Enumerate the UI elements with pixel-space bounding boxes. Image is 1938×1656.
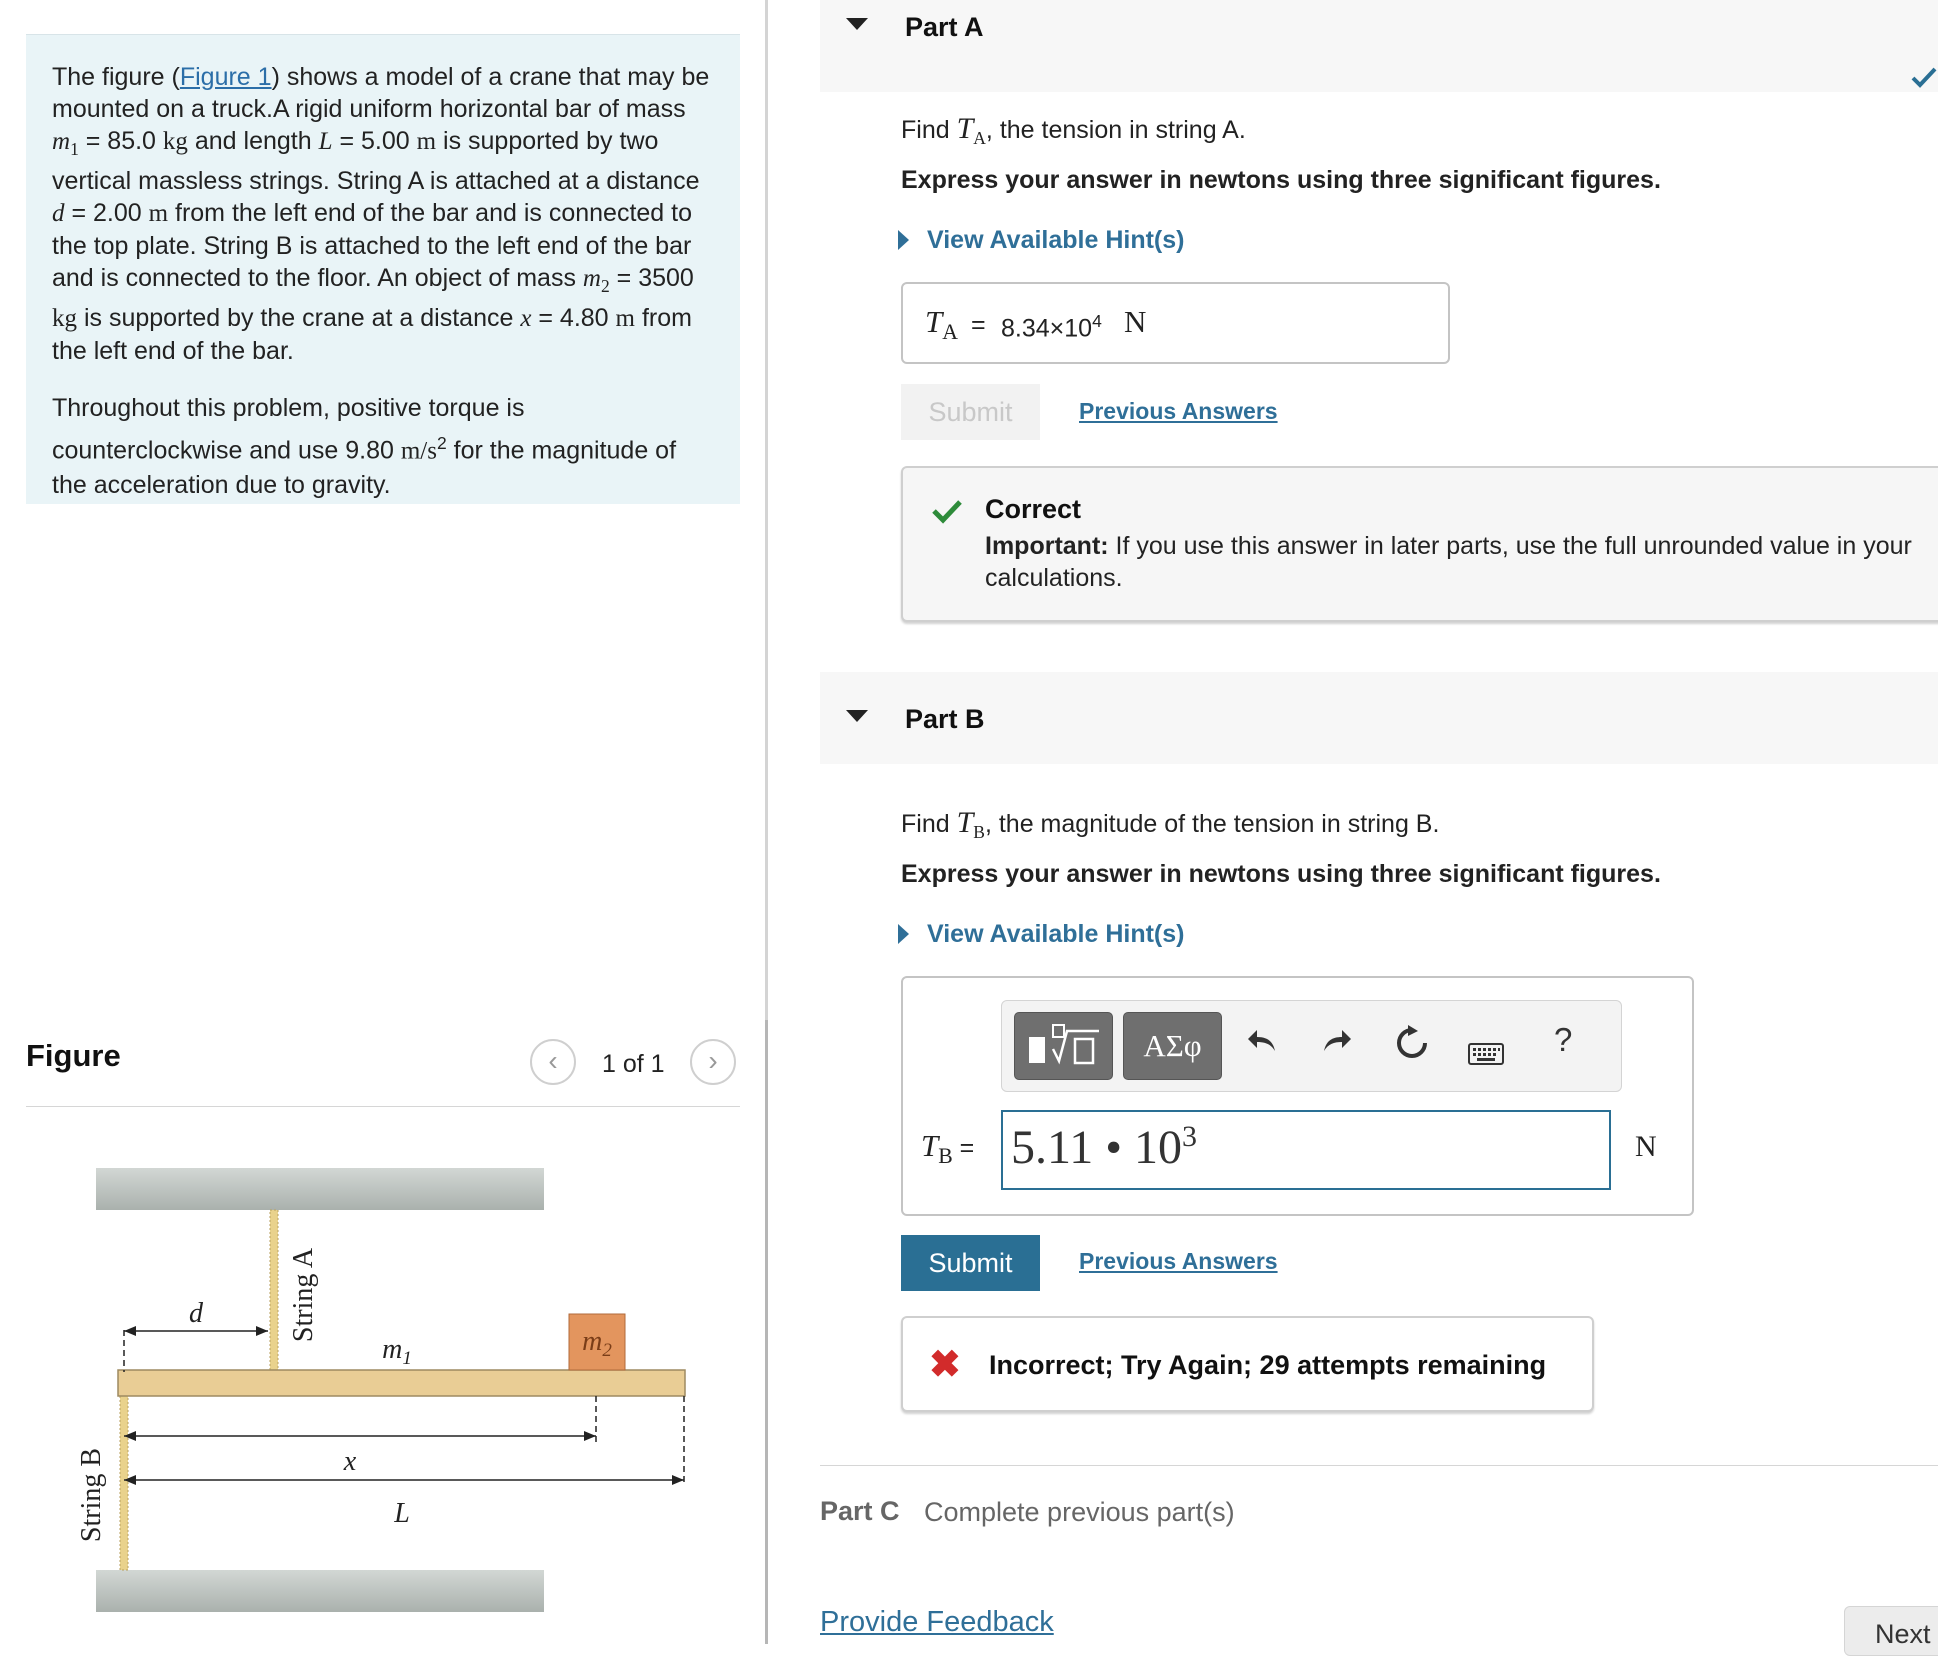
- reset-icon[interactable]: [1394, 1025, 1430, 1069]
- part-b-title: Part B: [905, 704, 985, 734]
- chevron-left-icon[interactable]: ‹: [530, 1039, 576, 1085]
- divider: [820, 1465, 1938, 1466]
- m2-label: $m_2$: [582, 1326, 612, 1361]
- m1-label: $m_1$: [382, 1334, 412, 1369]
- part-b-header[interactable]: [820, 672, 1938, 764]
- part-b-answer-box: [901, 976, 1694, 1216]
- next-button[interactable]: Next: [1844, 1606, 1938, 1656]
- part-b-submit-button[interactable]: Submit: [901, 1235, 1040, 1291]
- checkmark-icon: [1910, 66, 1938, 90]
- L-label: L: [394, 1498, 410, 1529]
- part-b-feedback: [901, 1316, 1594, 1412]
- part-a-hint-toggle[interactable]: View Available Hint(s): [898, 226, 1184, 255]
- string-b-label: String B: [76, 1447, 107, 1543]
- figure-link[interactable]: Figure 1: [179, 63, 272, 91]
- caret-down-icon[interactable]: [846, 710, 868, 722]
- figure-header: [26, 1030, 740, 1107]
- bar: [118, 1370, 685, 1396]
- undo-icon[interactable]: [1247, 1025, 1279, 1065]
- greek-symbols-button[interactable]: ΑΣφ: [1123, 1012, 1222, 1080]
- d-label: d: [189, 1298, 203, 1329]
- part-b-question: Find $T_B$, the magnitude of the tension in string B.: [901, 806, 1440, 842]
- top-plate: [96, 1168, 544, 1210]
- keyboard-icon[interactable]: [1468, 1035, 1504, 1073]
- problem-statement: [26, 34, 740, 504]
- part-b-answer-value: 5.11 • $10^3$: [1011, 1120, 1198, 1174]
- figure-title: Figure: [26, 1038, 121, 1073]
- problem-paragraph-1: The figure (Figure 1) shows a model of a crane that may be mounted on a truck.A rigid uniform horizontal bar of mass $m_1 = 85.0$ kg and length L = 5.00 m is supported by two vertical massless strings. String A is attached at a distance d = 2.00 m from the left end of the bar and is connected to the top plate. String B is attached to the left end of the bar and is connected to the floor. An object of mass $m_2 = 3500$ kg is supported by the crane at a distance x = 4.80 m from the left end of the bar.: [52, 63, 710, 365]
- part-a-feedback: Correct Important: If you use this answer in later parts, use the full unrounded value in your calculations.: [901, 466, 1938, 622]
- close-x-icon: ✖: [929, 1344, 961, 1386]
- part-a-answer-unit: N: [1124, 304, 1147, 339]
- part-c-status: Complete previous part(s): [924, 1497, 1235, 1527]
- part-a-answer-label: $T_A$: [925, 304, 958, 345]
- x-label: x: [343, 1446, 357, 1477]
- part-a-answer-box: $T_A$ = $8.34\times 10^4$ N: [901, 282, 1450, 364]
- figure-counter: 1 of 1: [602, 1050, 665, 1078]
- caret-right-icon: [898, 924, 909, 944]
- part-a-header[interactable]: [820, 0, 1938, 92]
- caret-right-icon: [898, 230, 909, 250]
- part-b-answer-unit: N: [1635, 1130, 1657, 1163]
- left-pane: [0, 0, 766, 1644]
- provide-feedback-link[interactable]: Provide Feedback: [820, 1606, 1054, 1638]
- floor-plate: [96, 1570, 544, 1612]
- part-b-instruction: Express your answer in newtons using three significant figures.: [901, 860, 1661, 888]
- part-b-answer-label: $T_B$ =: [921, 1128, 975, 1169]
- part-b-answer-input[interactable]: [1001, 1110, 1611, 1190]
- pane-divider-handle[interactable]: [765, 1020, 768, 1644]
- help-button[interactable]: ?: [1554, 1021, 1573, 1058]
- part-c-title: Part C: [820, 1496, 900, 1526]
- part-b-previous-answers-link[interactable]: Previous Answers: [1079, 1248, 1278, 1274]
- part-a-instruction: Express your answer in newtons using three significant figures.: [901, 166, 1661, 194]
- crane-figure: [60, 1150, 700, 1644]
- redo-icon[interactable]: [1320, 1025, 1352, 1065]
- part-a-question: Find $T_A$, the tension in string A.: [901, 112, 1246, 148]
- string-a: [270, 1210, 278, 1370]
- part-b-hint-toggle[interactable]: View Available Hint(s): [898, 920, 1184, 949]
- part-a-submit-button[interactable]: Submit: [901, 384, 1040, 440]
- templates-icon[interactable]: [1014, 1012, 1113, 1080]
- part-b-feedback-text: Incorrect; Try Again; 29 attempts remaining: [989, 1350, 1547, 1380]
- part-a-previous-answers-link[interactable]: Previous Answers: [1079, 398, 1278, 424]
- part-a-title: Part A: [905, 12, 984, 42]
- m1-var: m: [52, 128, 71, 155]
- string-a-label: String A: [288, 1247, 319, 1343]
- chevron-right-icon[interactable]: ›: [690, 1039, 736, 1085]
- problem-paragraph-2: Throughout this problem, positive torque is counterclockwise and use 9.80 $m/s^2$ for the magnitude of the acceleration due to gravity.: [52, 394, 677, 500]
- math-toolbar: [1001, 1000, 1622, 1092]
- part-a-answer-value: $8.34\times 10^4$: [1001, 311, 1102, 343]
- caret-down-icon[interactable]: [846, 18, 868, 30]
- checkmark-icon: [931, 498, 963, 524]
